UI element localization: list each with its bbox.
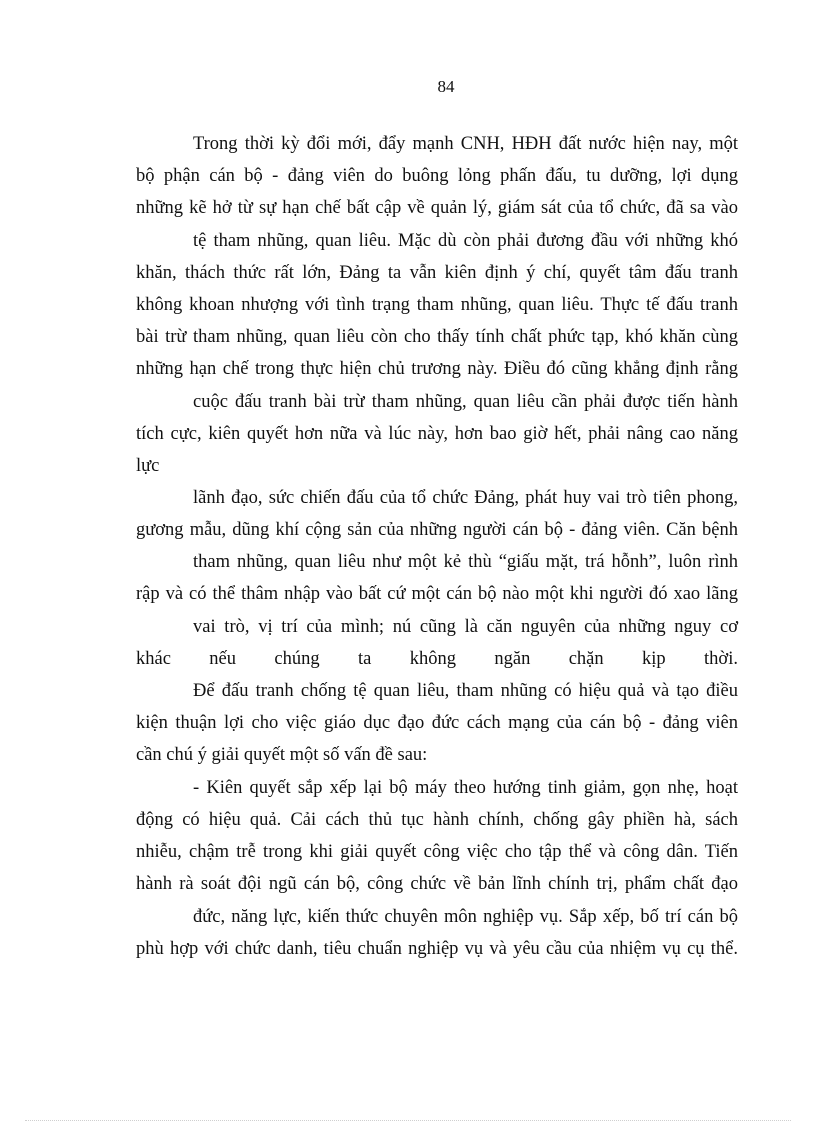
text-line: tệ tham nhũng, quan liêu. Mặc dù còn phải đương đầu với những khó — [193, 231, 738, 251]
text-line: Để đấu tranh chống tệ quan liêu, tham nhũng có hiệu quả và tạo điều — [193, 681, 738, 701]
text-line: tích cực, kiên quyết hơn nữa và lúc này, hơn bao giờ hết, phải nâng cao năng — [136, 424, 738, 444]
text-line: khác nếu chúng ta không ngăn chặn kịp thời. — [136, 649, 738, 669]
text-line: lực — [136, 456, 160, 476]
text-line: phù hợp với chức danh, tiêu chuẩn nghiệp vụ và yêu cầu của nhiệm vụ cụ thể. — [136, 939, 738, 959]
text-line: lãnh đạo, sức chiến đấu của tổ chức Đảng, phát huy vai trò tiên phong, — [193, 488, 738, 508]
page-number: 84 — [437, 77, 455, 96]
text-line: những hạn chế trong thực hiện chủ trương này. Điều đó cũng khẳng định rằng — [136, 359, 738, 379]
text-line: đức, năng lực, kiến thức chuyên môn nghiệp vụ. Sắp xếp, bố trí cán bộ — [193, 907, 738, 927]
text-line: - Kiên quyết sắp xếp lại bộ máy theo hướng tinh giảm, gọn nhẹ, hoạt — [193, 778, 738, 798]
text-line: rập và có thể thâm nhập vào bất cứ một cán bộ nào một khi người đó xao lãng — [136, 584, 738, 604]
text-line: bài trừ tham nhũng, quan liêu còn cho thấy tính chất phức tạp, khó khăn cùng — [136, 327, 738, 347]
page-bottom-divider — [25, 1120, 791, 1121]
text-line: những kẽ hở từ sự hạn chế bất cập về quản lý, giám sát của tổ chức, đã sa vào — [136, 198, 738, 218]
text-line: cuộc đấu tranh bài trừ tham nhũng, quan liêu cần phải được tiến hành — [193, 392, 738, 412]
text-line: khăn, thách thức rất lớn, Đảng ta vẫn kiên định ý chí, quyết tâm đấu tranh — [136, 263, 738, 283]
text-line: nhiễu, chậm trễ trong khi giải quyết công việc cho tập thể và công dân. Tiến — [136, 842, 738, 862]
text-line: cần chú ý giải quyết một số vấn đề sau: — [136, 745, 428, 765]
text-line: hành rà soát đội ngũ cán bộ, công chức về bản lĩnh chính trị, phẩm chất đạo — [136, 874, 738, 894]
text-line: không khoan nhượng với tình trạng tham nhũng, quan liêu. Thực tế đấu tranh — [136, 295, 738, 315]
text-line: động có hiệu quả. Cải cách thủ tục hành chính, chống gây phiền hà, sách — [136, 810, 738, 830]
text-line: tham nhũng, quan liêu như một kẻ thù “giấu mặt, trá hỗnh”, luôn rình — [193, 552, 738, 572]
text-line: kiện thuận lợi cho việc giáo dục đạo đức cách mạng của cán bộ - đảng viên — [136, 713, 738, 733]
text-line: gương mẫu, dũng khí cộng sản của những người cán bộ - đảng viên. Căn bệnh — [136, 520, 738, 540]
text-line: vai trò, vị trí của mình; nú cũng là căn nguyên của những nguy cơ — [193, 617, 738, 637]
text-line: Trong thời kỳ đổi mới, đẩy mạnh CNH, HĐH đất nước hiện nay, một — [193, 134, 738, 154]
text-line: bộ phận cán bộ - đảng viên do buông lỏng phấn đấu, tu dưỡng, lợi dụng — [136, 166, 738, 186]
